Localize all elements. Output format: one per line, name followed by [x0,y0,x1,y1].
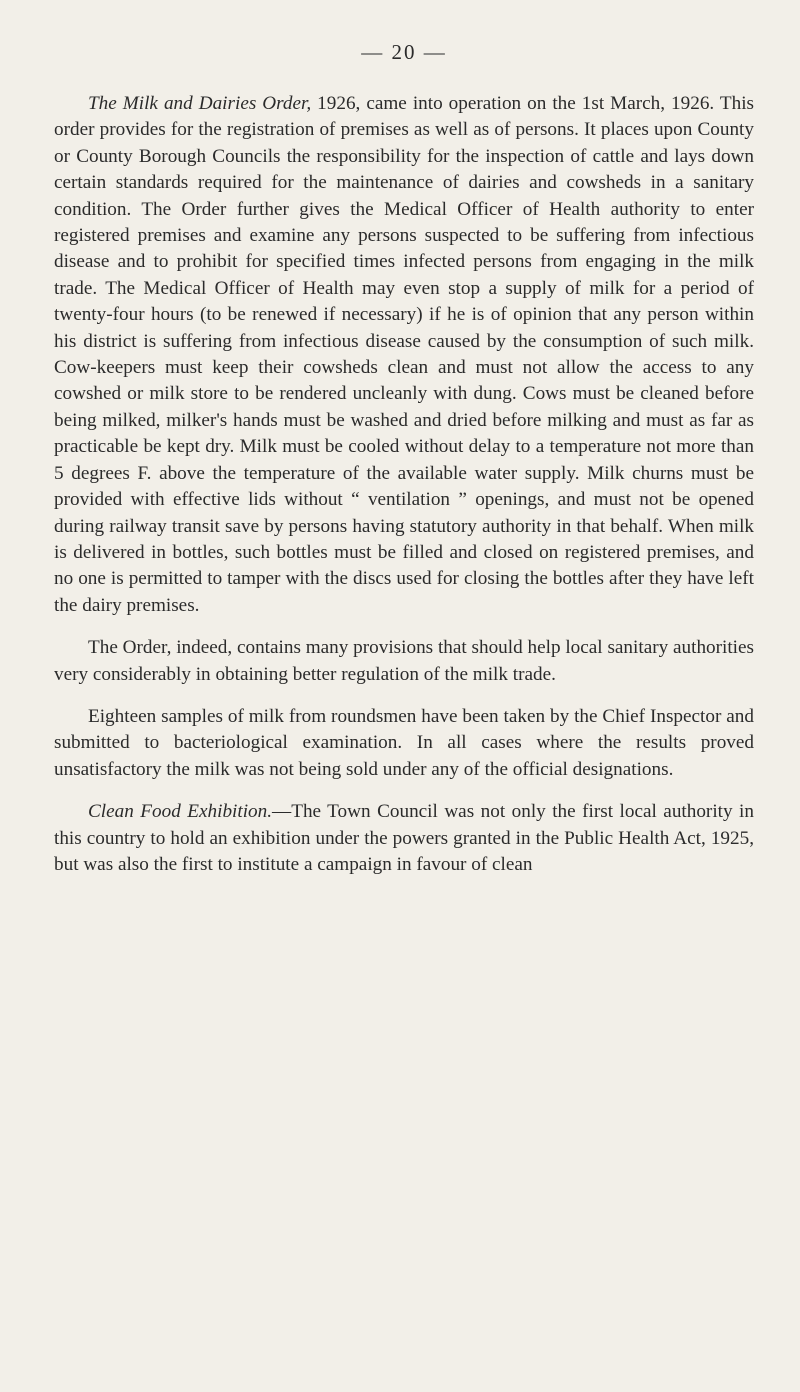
paragraph-text: —The Town Council was not only the first local authority in this country to hold an exhibition under the powers granted in the Public Health Act, 1925, but was also the first to institute a campaign in favour of clean [54,801,754,875]
paragraph-text: Eighteen samples of milk from roundsmen have been taken by the Chief Inspector and submitted to bacteriological examination. In all cases where the results proved unsatisfactory the milk was not being sold under any of the official designations. [54,705,754,780]
document-page [54,40,754,894]
page-number: — 20 — [361,40,447,64]
paragraph-clean-food-exhibition [54,799,754,878]
paragraph-text: The Order, indeed, contains many provisions that should help local sanitary authorities very considerably in obtaining better regulation of the milk trade. [54,637,754,685]
paragraph-milk-samples [54,704,754,783]
paragraph-text: 1926, came into operation on the 1st March, 1926. This order provides for the registration of premises as well as of persons. It places upon County or County Borough Councils the responsibility for the inspection of cattle and lays down certain standards required for the maintenance of dairies and cowsheds in a sanitary condition. The Order further gives the Medical Officer of Health authority to enter registered premises and examine any persons suspected to be suffering from infectious disease and to prohibit for specified times infected persons from engaging in the milk trade. The Medical Officer of Health may even stop a supply of milk for a period of twenty-four hours (to be renewed if necessary) if he is of opinion that any person within his district is suffering from infectious disease caused by the consumption of such milk. Cow-keepers must keep their cowsheds clean and must not allow the access to any cowshed or milk store to be rendered uncleanly with dung. Cows must be cleaned before being milked, milker's hands must be washed and dried before milking and must as far as practicable be kept dry. Milk must be cooled without delay to a temperature not more than 5 degrees F. above the temperature of the available water supply. Milk churns must be provided with effective lids without “ ventilation ” openings, and must not be opened during railway transit save by persons having statutory authority in that behalf. When milk is delivered in bottles, such bottles must be filled and closed on registered premises, and no one is permitted to tamper with the discs used for closing the bottles after they have left the dairy premises. [54,93,754,616]
section-heading: Clean Food Exhibition. [88,801,273,823]
paragraph-milk-dairies-order [54,91,754,619]
order-title: The Milk and Dairies Order, [88,93,312,114]
paragraph-provisions [54,635,754,688]
